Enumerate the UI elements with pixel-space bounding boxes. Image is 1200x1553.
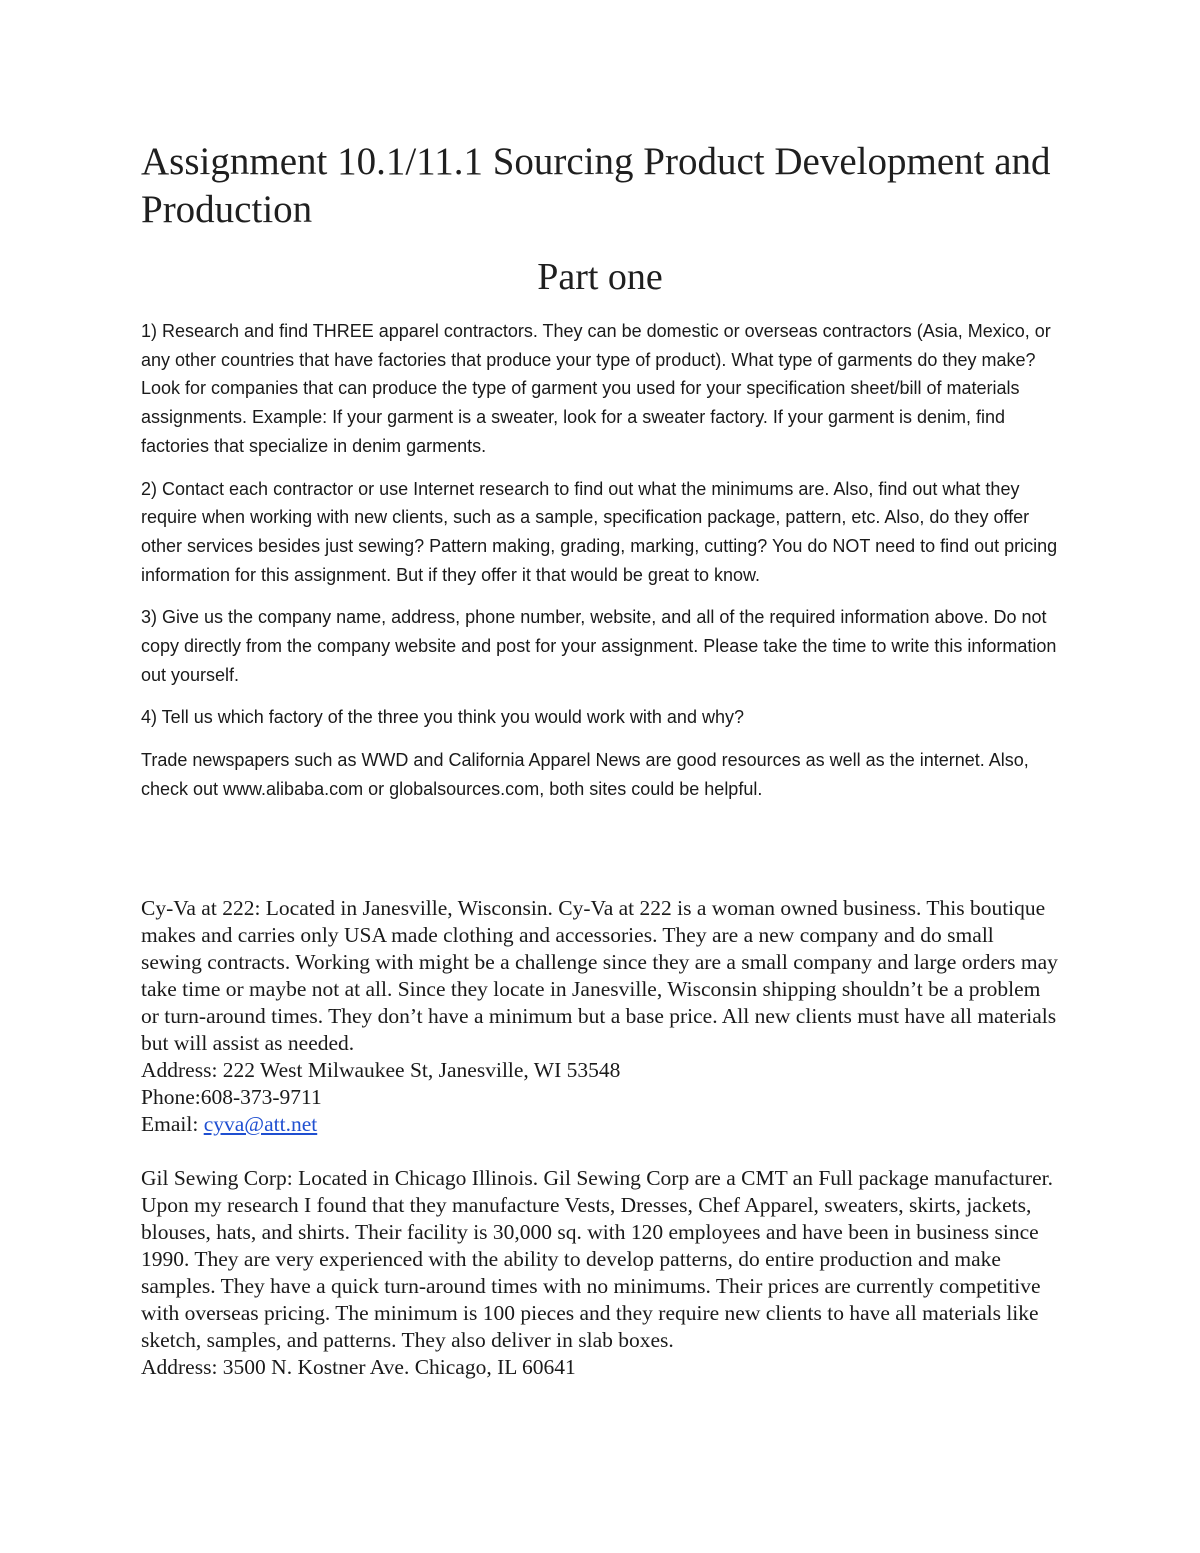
- instruction-paragraph: 4) Tell us which factory of the three you think you would work with and why?: [141, 707, 744, 728]
- contractor-description: Cy-Va at 222: Located in Janesville, Wisconsin. Cy-Va at 222 is a woman owned business. This boutique makes and carries only USA made clothing and accessories. They are a new company and do small sewing contracts. Working with might be a challenge since they are a small company and large orders may take time or maybe not at all. Since they locate in Janesville, Wisconsin shipping shouldn’t be a problem or turn-around times. They don’t have a minimum but a base price. All new clients must have all materials but will assist as needed.: [141, 896, 1058, 1055]
- resources-paragraph: Trade newspapers such as WWD and California Apparel News are good resources as well as the internet. Also, check out www.alibaba.com or globalsources.com, both sites could be helpful.: [141, 750, 1029, 799]
- contractor-email-line: [141, 1111, 1059, 1138]
- document-title: Assignment 10.1/11.1 Sourcing Product Development and Production: [141, 140, 1051, 231]
- contractor-answers: [141, 895, 1059, 1408]
- instruction-paragraph: 3) Give us the company name, address, phone number, website, and all of the required information above. Do not copy directly from the company website and post for your assignment. Please take the time to write this information out yourself.: [141, 607, 1057, 685]
- contractor-phone: Phone:608-373-9711: [141, 1085, 322, 1109]
- contractor-address: Address: 3500 N. Kostner Ave. Chicago, IL 60641: [141, 1355, 576, 1379]
- email-label: Email:: [141, 1112, 204, 1136]
- assignment-instructions: [141, 317, 1061, 818]
- instruction-paragraph: 2) Contact each contractor or use Internet research to find out what the minimums are. Also, find out what they require when working with new clients, such as a sample, specification package, pattern, etc. Also, do they offer other services besides just sewing? Pattern making, grading, marking, cutting? You do NOT need to find out pricing information for this assignment. But if they offer it that would be great to know.: [141, 478, 1058, 585]
- contractor-entry-gil-sewing: [141, 1165, 1059, 1381]
- contractor-email-link[interactable]: cyva@att.net: [203, 1112, 318, 1136]
- part-heading: Part one: [537, 256, 663, 298]
- contractor-entry-cyva: [141, 895, 1059, 1138]
- contractor-address: Address: 222 West Milwaukee St, Janesville, WI 53548: [141, 1058, 621, 1082]
- instruction-paragraph: 1) Research and find THREE apparel contractors. They can be domestic or overseas contractors (Asia, Mexico, or any other countries that have factories that produce your type of product). What type of garments do they make? Look for companies that can produce the type of garment you used for your specification sheet/bill of materials assignments. Example: If your garment is a sweater, look for a sweater factory. If your garment is denim, find factories that specialize in denim garments.: [141, 321, 1051, 456]
- contractor-description: Gil Sewing Corp: Located in Chicago Illinois. Gil Sewing Corp are a CMT an Full package manufacturer. Upon my research I found that they manufacture Vests, Dresses, Chef Apparel, sweaters, skirts, jackets, blouses, hats, and shirts. Their facility is 30,000 sq. with 120 employees and have been in business since 1990. They are very experienced with the ability to develop patterns, do entire production and make samples. They have a quick turn-around times with no minimums. Their prices are currently competitive with overseas pricing. The minimum is 100 pieces and they require new clients to have all materials like sketch, samples, and patterns. They also deliver in slab boxes.: [141, 1166, 1053, 1352]
